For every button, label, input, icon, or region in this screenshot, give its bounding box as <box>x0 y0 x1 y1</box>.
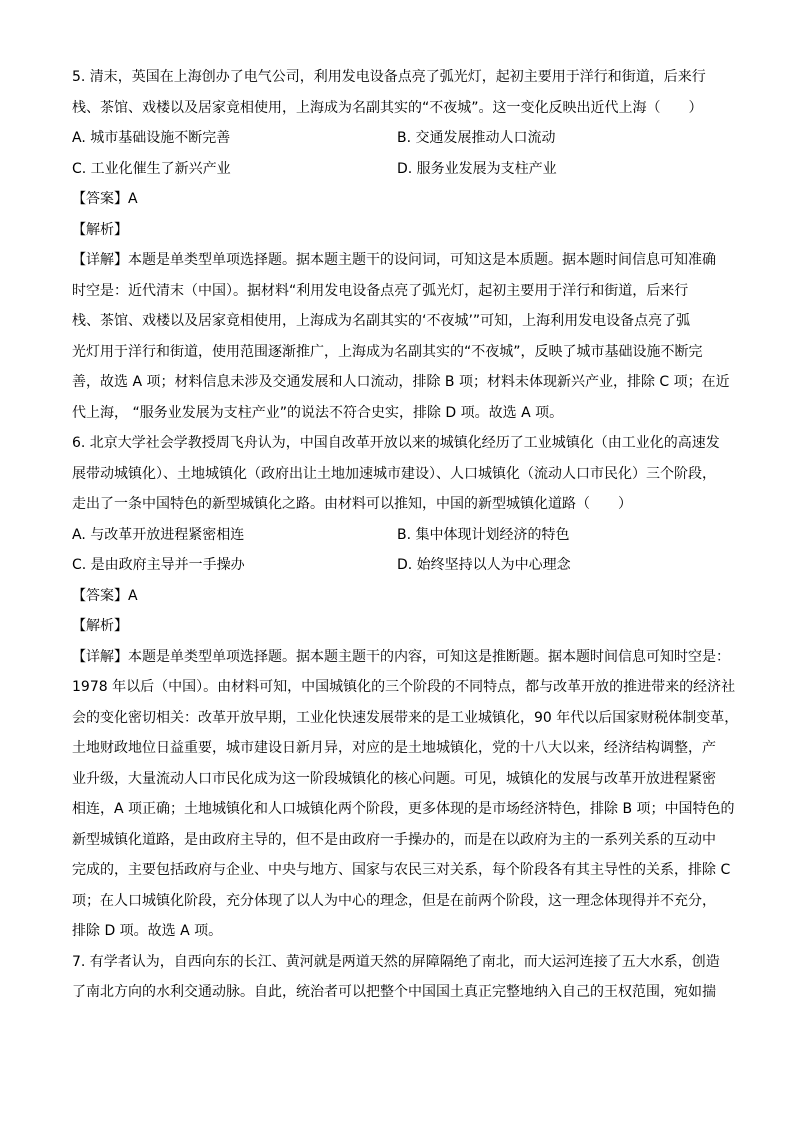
question-stem-line: 展带动城镇化）、土地城镇化（政府出让土地加速城市建设）、人口城镇化（流动人口市民化）三个阶段， <box>72 465 716 482</box>
option-b: B. 交通发展推动人口流动 <box>397 130 556 146</box>
option-a: A. 与改革开放进程紧密相连 <box>72 526 245 543</box>
question-stem-line: 栈、茶馆、戏楼以及居家竟相使用，上海成为名副其实的“不夜城”。这一变化反映出近代上海（ ） <box>72 99 703 116</box>
options-row <box>72 123 724 154</box>
question-stem-line: 走出了一条中国特色的新型城镇化之路。由材料可以推知，中国的新型城镇化道路（ ） <box>72 496 632 512</box>
detail-line: 项；在人口城镇化阶段，充分体现了以人为中心的理念，但是在前两个阶段，这一理念体现得并不充分， <box>72 892 716 909</box>
options-row <box>72 550 724 581</box>
detail-line: 会的变化密切相关：改革开放早期，工业化快速发展带来的是工业城镇化，90 年代以后国家财税体制变革， <box>72 709 739 726</box>
answer-line: 【答案】A <box>72 587 138 604</box>
option-a: A. 城市基础设施不断完善 <box>72 130 231 146</box>
option-c: C. 是由政府主导并一手操办 <box>72 557 245 573</box>
document-page <box>72 62 739 1008</box>
question-stem-line: 了南北方向的水利交通动脉。自此，统治者可以把整个中国国土真正完整地纳入自己的王权范围，宛如揣 <box>72 984 716 1000</box>
option-d: D. 始终坚持以人为中心理念 <box>397 557 571 573</box>
detail-line: 光灯用于洋行和街道，使用范围逐渐推广，上海成为名副其实的“不夜城”，反映了城市基础设施不断完 <box>72 343 703 360</box>
analysis-heading: 【解析】 <box>72 221 128 238</box>
detail-line: 排除 D 项。故选 A 项。 <box>72 923 223 939</box>
detail-line: 业升级，大量流动人口市民化成为这一阶段城镇化的核心问题。可见，城镇化的发展与改革开放进程紧密 <box>72 770 716 787</box>
detail-line: 完成的，主要包括政府与企业、中央与地方、国家与农民三对关系，每个阶段各有其主导性的关系，排除 C <box>72 862 731 878</box>
question-5 <box>72 62 730 428</box>
answer-line: 【答案】A <box>72 191 138 207</box>
detail-line: 【详解】本题是单类型单项选择题。据本题主题干的内容，可知这是推断题。据本题时间信息可知时空是： <box>72 648 730 665</box>
detail-line: 代上海， “服务业发展为支柱产业”的说法不符合史实，排除 D 项。故选 A 项。 <box>72 404 564 421</box>
detail-line: 【详解】本题是单类型单项选择题。据本题主题干的设问词，可知这是本质题。据本题时间信息可知准确 <box>72 252 716 268</box>
question-6 <box>72 428 739 947</box>
options-row <box>72 520 724 551</box>
detail-line: 土地财政地位日益重要，城市建设日新月异，对应的是土地城镇化，党的十八大以来，经济结构调整，产 <box>72 740 716 756</box>
detail-line: 善，故选 A 项；材料信息未涉及交通发展和人口流动，排除 B 项；材料未体现新兴产业，排除 C 项；在近 <box>72 374 730 390</box>
question-7 <box>72 947 724 1008</box>
detail-line: 1978 年以后（中国）。由材料可知，中国城镇化的三个阶段的不同特点，都与改革开放的推进带来的经济社 <box>72 679 736 695</box>
question-stem-line: 7. 有学者认为，自西向东的长江、黄河就是两道天然的屏障隔绝了南北，而大运河连接了五大水系，创造 <box>72 953 720 970</box>
options-row <box>72 154 724 185</box>
option-b: B. 集中体现计划经济的特色 <box>397 526 570 543</box>
question-stem-line: 6. 北京大学社会学教授周飞舟认为，中国自改革开放以来的城镇化经历了工业城镇化（由工业化的高速发 <box>72 435 720 451</box>
option-d: D. 服务业发展为支柱产业 <box>397 160 557 177</box>
analysis-heading: 【解析】 <box>72 618 128 634</box>
detail-line: 相连，A 项正确；土地城镇化和人口城镇化两个阶段，更多体现的是市场经济特色，排除 B 项；中国特色的 <box>72 801 735 817</box>
option-c: C. 工业化催生了新兴产业 <box>72 160 231 177</box>
question-stem-line: 5. 清末，英国在上海创办了电气公司，利用发电设备点亮了弧光灯，起初主要用于洋行和街道，后来行 <box>72 69 706 85</box>
detail-line: 新型城镇化道路，是由政府主导的，但不是由政府一手操办的，而是在以政府为主的一系列关系的互动中 <box>72 831 716 848</box>
detail-line: 时空是：近代清末（中国）。据材料“利用发电设备点亮了弧光灯，起初主要用于洋行和街道，后来行 <box>72 282 689 299</box>
detail-line: 栈、茶馆、戏楼以及居家竟相使用，上海成为名副其实的‘不夜城’”可知，上海利用发电设备点亮了弧 <box>72 313 691 329</box>
